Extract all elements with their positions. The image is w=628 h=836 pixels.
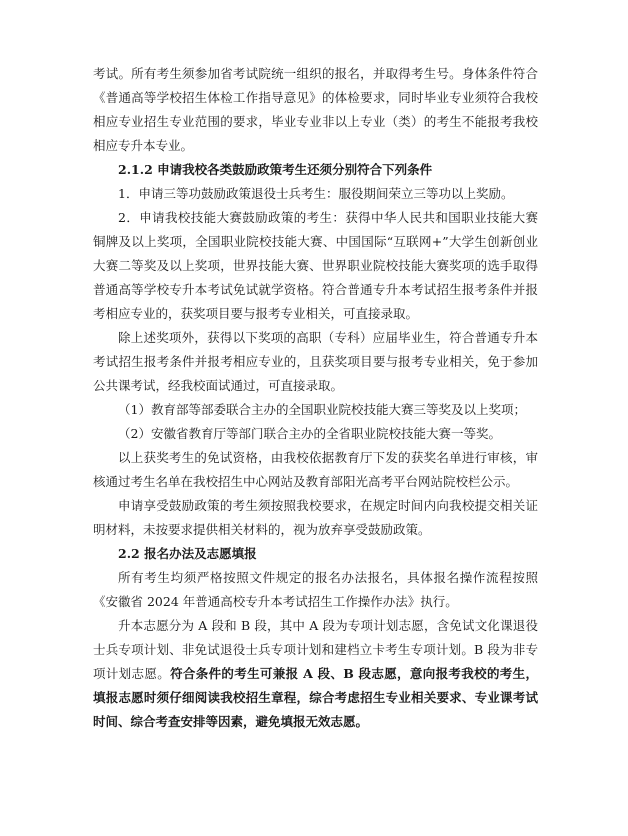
volunteer-bold-text: 符合条件的考生可兼报 A 段、B 段志愿，意向报考我校的考生，填报志愿时须仔细阅读我校招生章程，综合考虑招生专业相关要求、专业课考试时间、综合考查安排等因素，避免填报无效志愿。 xyxy=(93,666,538,729)
paragraph-materials: 申请享受鼓励政策的考生须按照我校要求，在规定时间内向我校提交相关证明材料，未按要求提供相关材料的，视为放弃享受鼓励政策。 xyxy=(93,498,538,537)
paragraph-eligibility: 考试。所有考生须参加省考试院统一组织的报名，并取得考生号。身体条件符合《普通高等学校招生体检工作指导意见》的体检要求，同时毕业专业须符合我校相应专业招生专业范围的要求，毕业专业非以上专业（类）的考生不能报考我校相应专升本专业。 xyxy=(93,66,538,153)
section-heading-2-2: 2.2 报名办法及志愿填报 xyxy=(118,546,257,561)
volunteer-text: 升本志愿分为 A 段和 B 段，其中 A 段为专项计划志愿，含免试文化课退役士兵专项计划、非免试退役士兵专项计划和建档立卡考生专项计划。B 段为非专项计划志愿。 xyxy=(93,618,538,681)
paragraph-merit-soldier: 1．申请三等功鼓励政策退役士兵考生：服役期间荣立三等功以上奖励。 xyxy=(118,186,514,201)
paragraph-review: 以上获奖考生的免试资格，由我校依据教育厅下发的获奖名单进行审核，审核通过考生名单在我校招生中心网站及教育部阳光高考平台网站院校栏公示。 xyxy=(93,450,538,489)
paragraph-volunteer xyxy=(93,614,538,734)
paragraph-skills-competition: 2．申请我校技能大赛鼓励政策的考生：获得中华人民共和国职业技能大赛铜牌及以上奖项，全国职业院校技能大赛、中国国际“互联网+”大学生创新创业大赛二等奖及以上奖项，世界技能大赛、世界职业院校技能大赛奖项的选手取得普通高等学校专升本考试免试就学资格。符合普通专升本考试招生报考条件并报考相应专业的，获奖项目要与报考专业相关，可直接录取。 xyxy=(93,210,538,321)
section-heading-2-1-2: 2.1.2 申请我校各类鼓励政策考生还须分别符合下列条件 xyxy=(118,162,433,177)
paragraph-registration: 所有考生均须严格按照文件规定的报名办法报名，具体报名操作流程按照《安徽省 2024 年普通高校专升本考试招生工作操作办法》执行。 xyxy=(93,570,538,609)
document-body xyxy=(93,62,538,734)
paragraph-other-awards: 除上述奖项外，获得以下奖项的高职（专科）应届毕业生，符合普通专升本考试招生报考条件并报考相应专业的，且获奖项目要与报考专业相关，免于参加公共课考试，经我校面试通过，可直接录取。 xyxy=(93,330,538,393)
list-item-award-2: （2）安徽省教育厅等部门联合主办的全省职业院校技能大赛一等奖。 xyxy=(118,426,501,441)
list-item-award-1: （1）教育部等部委联合主办的全国职业院校技能大赛三等奖及以上奖项； xyxy=(118,402,526,417)
